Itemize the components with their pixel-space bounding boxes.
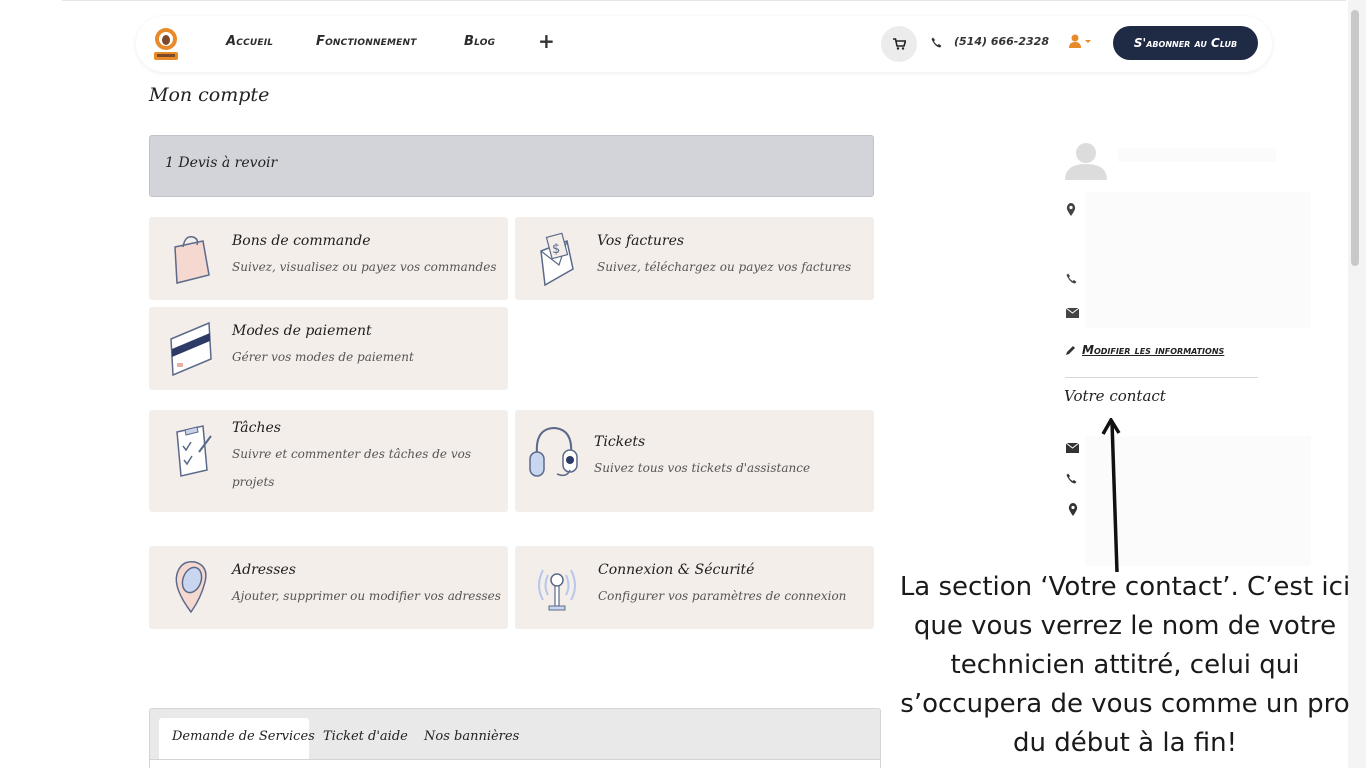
top-navbar (136, 16, 1272, 72)
scrollbar-thumb[interactable] (1351, 10, 1359, 266)
credit-card-icon (167, 319, 215, 377)
annotation-text: La section ‘Votre contact’. C’est ici que vous verrez le nom de votre technicien attitré, celui qui s’occupera de vous comme un pro du début à la fin! (899, 572, 1351, 758)
tab-ticket-aide[interactable]: Ticket d'aide (323, 729, 408, 744)
card-title: Bons de commande (232, 233, 371, 249)
shopping-bag-icon (169, 231, 213, 287)
card-addresses[interactable] (149, 546, 508, 629)
card-title: Adresses (232, 562, 296, 578)
tab-demande-services[interactable]: Demande de Services (172, 729, 315, 744)
user-icon (1069, 33, 1093, 49)
card-tickets[interactable] (515, 410, 874, 512)
tab-nos-bannieres[interactable]: Nos bannières (424, 729, 520, 744)
card-subtitle: Suivez tous vos tickets d'assistance (594, 461, 811, 475)
card-title: Modes de paiement (232, 323, 372, 339)
cart-button[interactable] (881, 26, 917, 62)
card-title: Connexion & Sécurité (598, 562, 755, 578)
card-title: Tickets (594, 434, 646, 450)
redacted-name (1118, 148, 1276, 162)
modify-info-link[interactable]: Modifier les informations (1082, 343, 1225, 357)
services-tabs (149, 708, 881, 768)
map-marker-icon (1066, 203, 1076, 216)
card-login-security[interactable] (515, 546, 874, 629)
card-subtitle: Suivre et commenter des tâches de vos projets (232, 447, 471, 489)
clipboard-icon (173, 422, 213, 480)
phone-icon (1066, 273, 1077, 284)
top-border (62, 0, 1346, 3)
pencil-icon (1065, 345, 1076, 356)
card-orders[interactable] (149, 217, 508, 300)
nav-link-accueil[interactable]: Accueil (226, 34, 274, 49)
site-logo[interactable] (149, 26, 183, 62)
card-payment-methods[interactable] (149, 307, 508, 390)
card-subtitle: Gérer vos modes de paiement (232, 350, 414, 364)
alert-text[interactable]: 1 Devis à revoir (165, 155, 278, 171)
avatar (1065, 140, 1109, 180)
phone-number[interactable]: (514) 666-2328 (954, 35, 1049, 48)
phone-icon (931, 37, 942, 48)
contact-section-title: Votre contact (1064, 387, 1166, 405)
envelope-icon (1066, 308, 1079, 318)
invoice-icon (537, 229, 577, 287)
divider (1065, 377, 1258, 378)
card-subtitle: Suivez, visualisez ou payez vos commandes (232, 260, 497, 274)
map-marker-icon (1068, 503, 1078, 516)
cart-icon (893, 38, 906, 50)
card-title: Tâches (232, 420, 281, 436)
map-pin-icon (171, 558, 211, 616)
chevron-down-icon (1085, 40, 1091, 43)
card-subtitle: Ajouter, supprimer ou modifier vos adresses (232, 589, 501, 603)
headset-icon (527, 422, 583, 482)
phone-icon (1066, 473, 1077, 484)
card-tasks[interactable] (149, 410, 508, 512)
annotation-arrow (1100, 418, 1124, 574)
card-invoices[interactable] (515, 217, 874, 300)
card-subtitle: Configurer vos paramètres de connexion (598, 589, 847, 603)
card-subtitle: Suivez, téléchargez ou payez vos factures (597, 260, 852, 274)
tab-content-panel (150, 759, 880, 768)
svg-text:$: $ (552, 242, 561, 257)
card-title: Vos factures (597, 233, 685, 249)
nav-more-button[interactable]: + (538, 29, 555, 53)
subscribe-club-button[interactable]: S'abonner au Club (1113, 26, 1258, 60)
page-title: Mon compte (149, 84, 270, 106)
lock-signal-icon (535, 560, 579, 614)
envelope-icon (1066, 443, 1079, 453)
user-dropdown[interactable] (1069, 33, 1093, 53)
nav-link-fonctionnement[interactable]: Fonctionnement (316, 34, 417, 49)
redacted-client-info (1085, 192, 1311, 328)
quotes-alert[interactable] (149, 135, 874, 197)
nav-link-blog[interactable]: Blog (464, 34, 496, 49)
